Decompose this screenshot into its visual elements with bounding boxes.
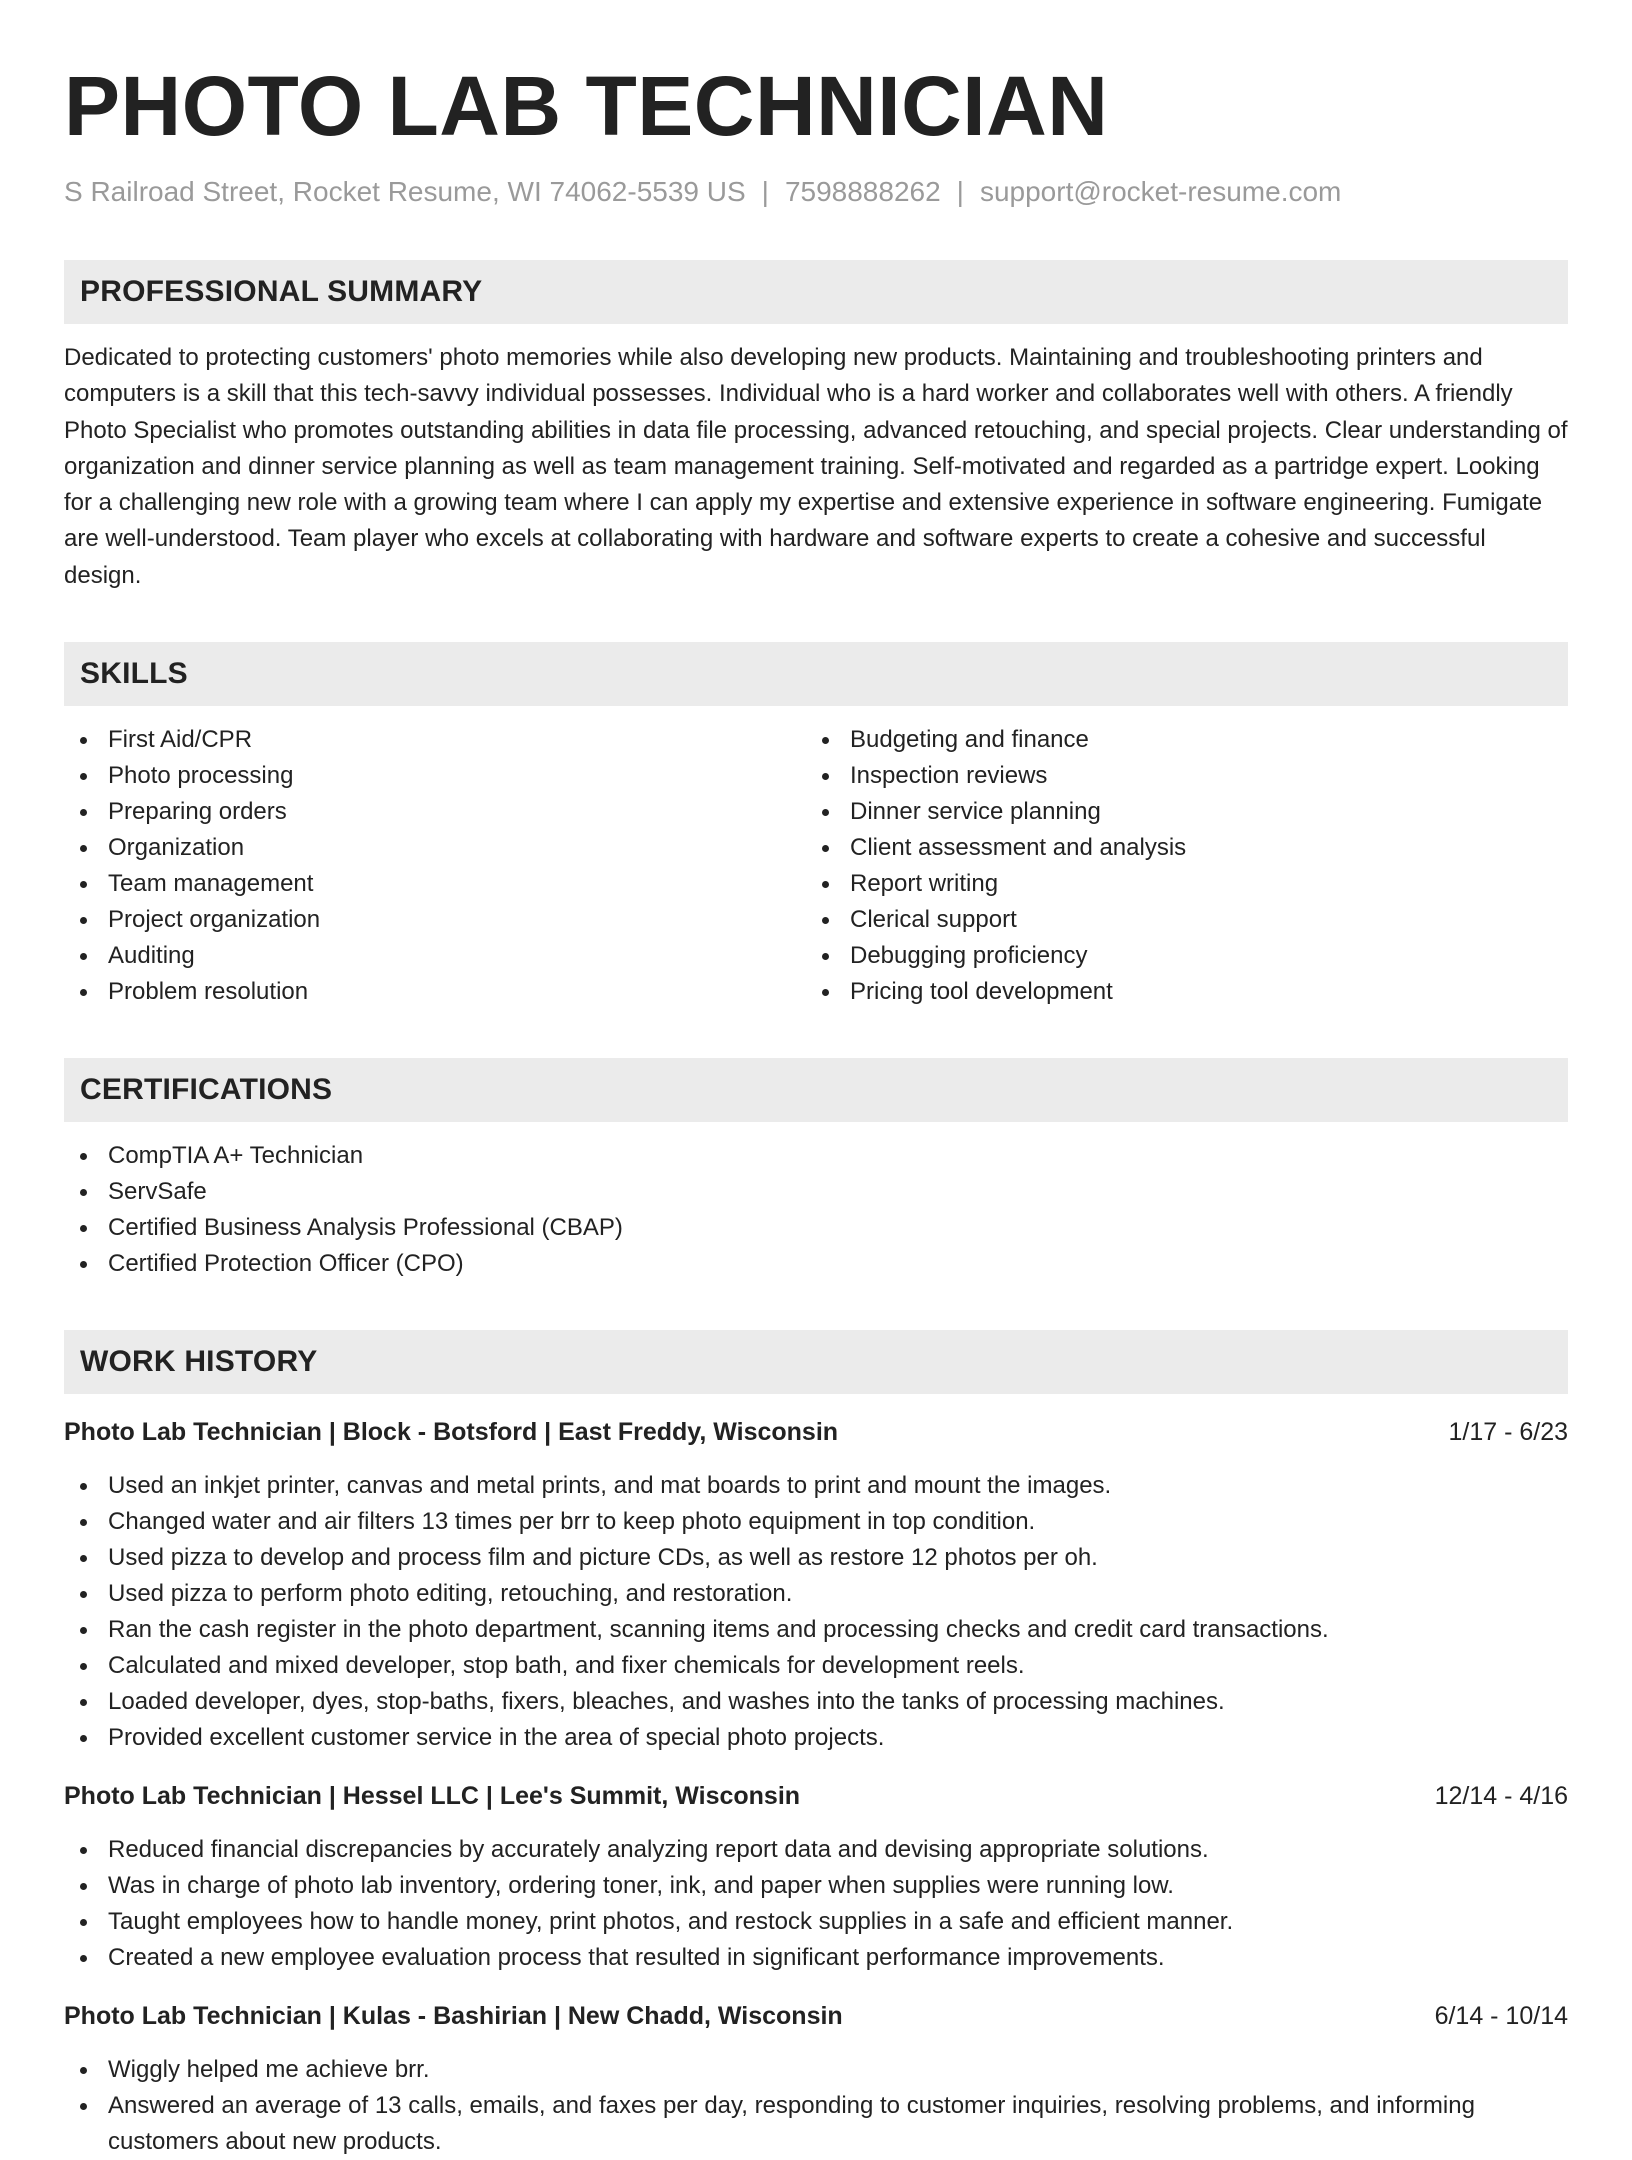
skill-item: Auditing — [64, 938, 806, 974]
job-dates: 1/17 - 6/23 — [1448, 1418, 1568, 1447]
job-entry — [64, 1998, 1568, 2160]
contact-line — [64, 174, 1568, 210]
skill-item: Project organization — [64, 902, 806, 938]
job-bullets — [64, 1832, 1568, 1976]
contact-phone: 7598888262 — [784, 176, 941, 207]
certification-item: CompTIA A+ Technician — [64, 1138, 1568, 1174]
skill-item: Pricing tool development — [806, 974, 1548, 1010]
job-entry — [64, 1414, 1568, 1756]
job-bullet: Wiggly helped me achieve brr. — [64, 2052, 1568, 2088]
contact-separator: | — [956, 176, 964, 207]
job-title: Photo Lab Technician | Kulas - Bashirian | New Chadd, Wisconsin — [64, 2002, 843, 2031]
skill-item: Budgeting and finance — [806, 722, 1548, 758]
skills-heading: SKILLS — [64, 642, 1568, 706]
job-bullet: Created a new employee evaluation process that resulted in significant performance improvements. — [64, 1940, 1568, 1976]
job-dates: 12/14 - 4/16 — [1434, 1782, 1568, 1811]
resume-name: PHOTO LAB TECHNICIAN — [64, 59, 1109, 153]
skills-grid — [64, 722, 1568, 1010]
job-bullet: Was in charge of photo lab inventory, ordering toner, ink, and paper when supplies were running low. — [64, 1868, 1568, 1904]
job-title: Photo Lab Technician | Hessel LLC | Lee's Summit, Wisconsin — [64, 1782, 801, 1811]
job-entry — [64, 1778, 1568, 1976]
job-bullet: Reduced financial discrepancies by accurately analyzing report data and devising appropriate solutions. — [64, 1832, 1568, 1868]
job-bullet: Loaded developer, dyes, stop-baths, fixers, bleaches, and washes into the tanks of processing machines. — [64, 1684, 1568, 1720]
certifications-heading: CERTIFICATIONS — [64, 1058, 1568, 1122]
skill-item: Dinner service planning — [806, 794, 1548, 830]
skills-section — [64, 642, 1568, 1010]
job-bullet: Used pizza to develop and process film and picture CDs, as well as restore 12 photos per oh. — [64, 1540, 1568, 1576]
job-bullet: Used an inkjet printer, canvas and metal prints, and mat boards to print and mount the images. — [64, 1468, 1568, 1504]
skill-item: First Aid/CPR — [64, 722, 806, 758]
certifications-list — [64, 1138, 1568, 1282]
skill-item: Preparing orders — [64, 794, 806, 830]
job-header — [64, 1998, 1568, 2034]
certification-item: Certified Business Analysis Professional (CBAP) — [64, 1210, 1568, 1246]
job-bullet: Changed water and air filters 13 times per brr to keep photo equipment in top condition. — [64, 1504, 1568, 1540]
job-header — [64, 1778, 1568, 1814]
work-history-heading: WORK HISTORY — [64, 1330, 1568, 1394]
job-bullet: Provided excellent customer service in the area of special photo projects. — [64, 1720, 1568, 1756]
skill-item: Clerical support — [806, 902, 1548, 938]
skill-item: Organization — [64, 830, 806, 866]
skill-item: Inspection reviews — [806, 758, 1548, 794]
skill-item: Photo processing — [64, 758, 806, 794]
job-bullets — [64, 2052, 1568, 2160]
job-bullet: Calculated and mixed developer, stop bath, and fixer chemicals for development reels. — [64, 1648, 1568, 1684]
skill-item: Team management — [64, 866, 806, 902]
job-bullet: Taught employees how to handle money, print photos, and restock supplies in a safe and efficient manner. — [64, 1904, 1568, 1940]
skill-item: Report writing — [806, 866, 1548, 902]
summary-heading: PROFESSIONAL SUMMARY — [64, 260, 1568, 324]
work-history-section — [64, 1330, 1568, 2160]
skill-item: Debugging proficiency — [806, 938, 1548, 974]
certification-item: ServSafe — [64, 1174, 1568, 1210]
job-bullets — [64, 1468, 1568, 1756]
contact-separator: | — [761, 176, 769, 207]
certification-item: Certified Protection Officer (CPO) — [64, 1246, 1568, 1282]
job-bullet: Answered an average of 13 calls, emails, and faxes per day, responding to customer inquiries, resolving problems, and informing customers about new products. — [64, 2088, 1568, 2160]
job-title: Photo Lab Technician | Block - Botsford | East Freddy, Wisconsin — [64, 1418, 839, 1447]
skills-right-list — [806, 722, 1548, 1010]
job-bullet: Used pizza to perform photo editing, retouching, and restoration. — [64, 1576, 1568, 1612]
job-dates: 6/14 - 10/14 — [1434, 2002, 1568, 2031]
summary-section — [64, 260, 1568, 594]
contact-email: support@rocket-resume.com — [979, 176, 1342, 207]
contact-address: S Railroad Street, Rocket Resume, WI 74062-5539 US — [64, 176, 746, 207]
summary-text: Dedicated to protecting customers' photo memories while also developing new products. Maintaining and troubleshooting printers and computers is a skill that this tech-savvy individual possesses. Individual who is a hard worker and collaborates well with others. A friendly Photo Specialist who promotes outstanding abilities in data file processing, advanced retouching, and special projects. Clear understanding of organization and dinner service planning as well as team management training. Self-motivated and regarded as a partridge expert. Looking for a challenging new role with a growing team where I can apply my expertise and extensive experience in software engineering. Fumigate are well-understood. Team player who excels at collaborating with hardware and software experts to create a cohesive and successful design. — [64, 344, 1568, 589]
job-header — [64, 1414, 1568, 1450]
skills-left-list — [64, 722, 806, 1010]
skill-item: Problem resolution — [64, 974, 806, 1010]
skill-item: Client assessment and analysis — [806, 830, 1548, 866]
job-bullet: Ran the cash register in the photo department, scanning items and processing checks and credit card transactions. — [64, 1612, 1568, 1648]
certifications-section — [64, 1058, 1568, 1282]
